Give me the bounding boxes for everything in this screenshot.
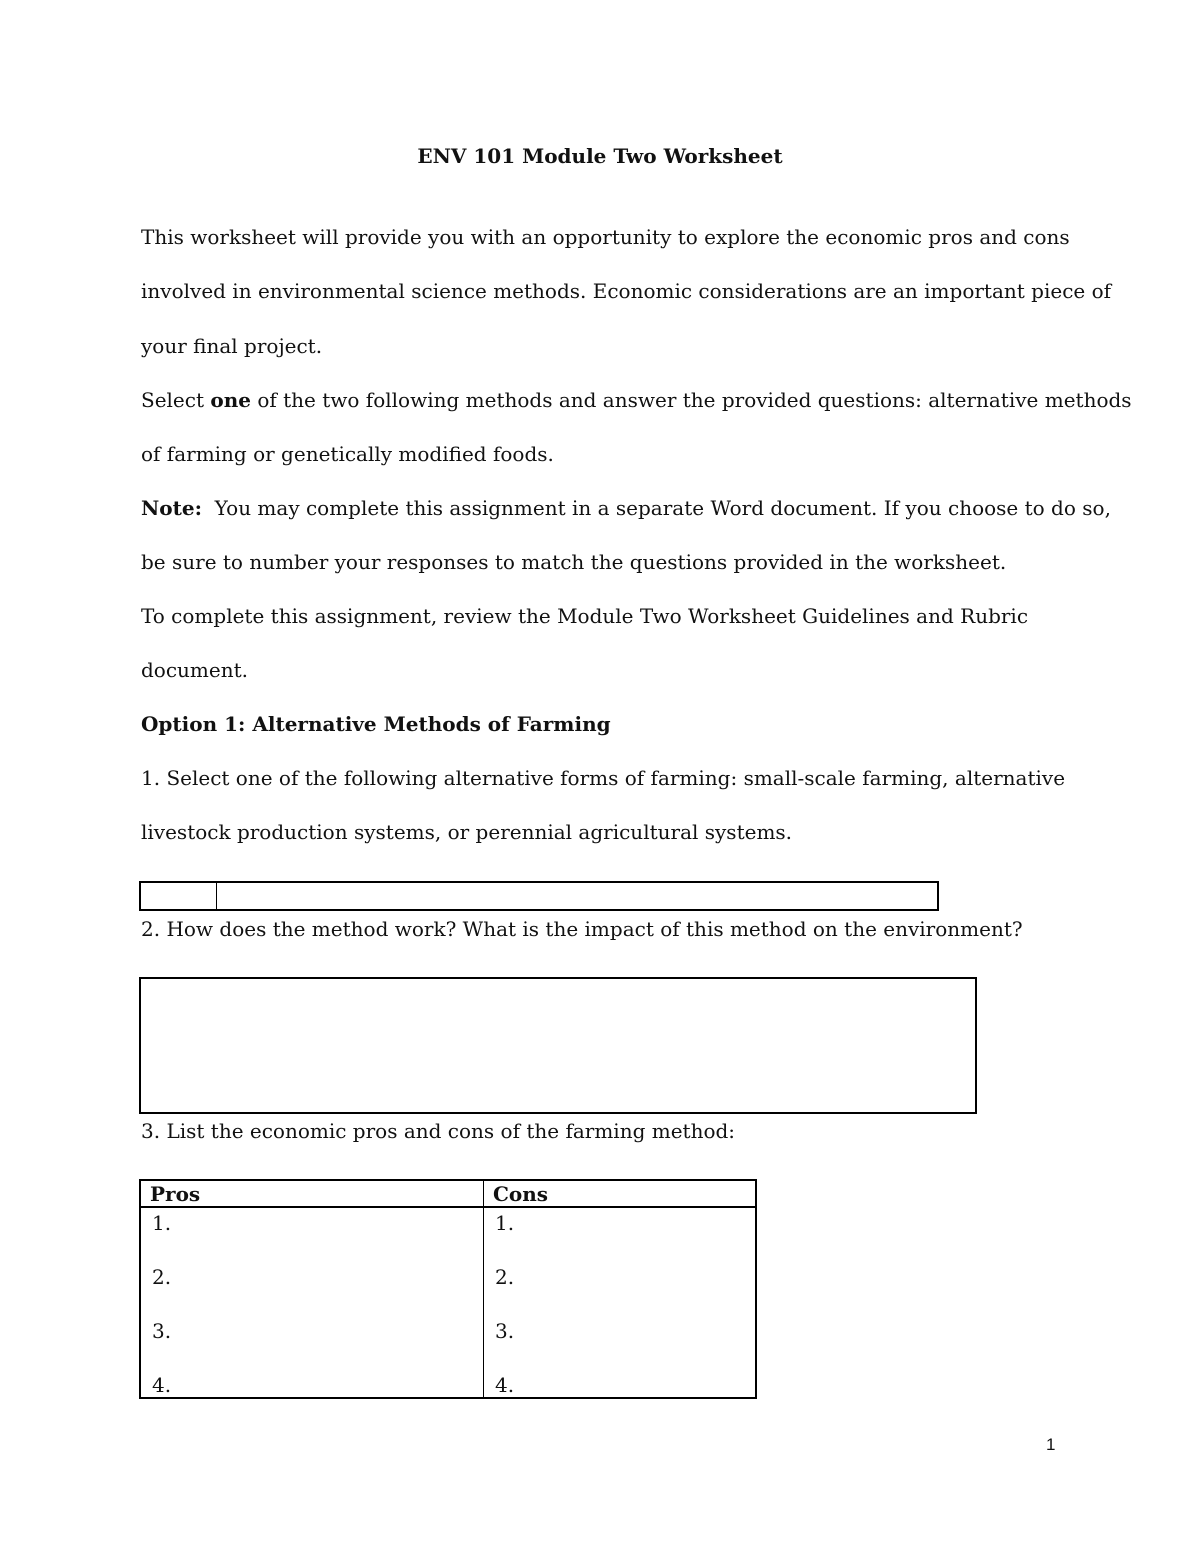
question-3: 3. List the economic pros and cons of the farming method:	[141, 1119, 736, 1143]
select-prefix: Select	[141, 388, 211, 412]
page-number: 1	[1046, 1435, 1056, 1454]
question-1-line-2: livestock production systems, or perennial agricultural systems.	[141, 820, 793, 844]
select-instruction	[141, 387, 1132, 413]
intro-line-1: This worksheet will provide you with an opportunity to explore the economic pros and cons	[141, 225, 1070, 249]
pros-cons-table	[139, 1179, 757, 1399]
question-1-answer-table[interactable]	[139, 881, 939, 911]
question-1-answer-cell[interactable]	[217, 883, 937, 909]
option-1-heading: Option 1: Alternative Methods of Farming	[141, 712, 611, 736]
pros-list[interactable]	[141, 1208, 483, 1398]
intro-line-3: your final project.	[141, 334, 323, 358]
cons-item[interactable]: 2.	[495, 1265, 515, 1289]
note-text: You may complete this assignment in a separate Word document. If you choose to do so,	[201, 496, 1111, 520]
question-1-line-1: 1. Select one of the following alternative forms of farming: small-scale farming, alternative	[141, 766, 1066, 790]
note-label: Note:	[141, 496, 202, 520]
cons-item[interactable]: 1.	[495, 1211, 515, 1235]
note-line-2: be sure to number your responses to match the questions provided in the worksheet.	[141, 550, 1007, 574]
cons-item[interactable]: 4.	[495, 1373, 515, 1397]
document-title: ENV 101 Module Two Worksheet	[417, 144, 783, 168]
cons-item[interactable]: 3.	[495, 1319, 515, 1343]
intro-line-2: involved in environmental science methods. Economic considerations are an important piece of	[141, 279, 1112, 303]
complete-line-1: To complete this assignment, review the Module Two Worksheet Guidelines and Rubric	[141, 604, 1029, 628]
pros-column	[141, 1181, 484, 1397]
pros-item[interactable]: 4.	[152, 1373, 172, 1397]
pros-item[interactable]: 1.	[152, 1211, 172, 1235]
complete-line-2: document.	[141, 658, 249, 682]
question-1-answer-cell-label[interactable]	[141, 883, 217, 909]
select-emphasis: one	[210, 388, 251, 412]
cons-column	[484, 1181, 755, 1397]
question-2-answer-box[interactable]	[139, 977, 977, 1114]
cons-header: Cons	[484, 1181, 755, 1208]
pros-item[interactable]: 2.	[152, 1265, 172, 1289]
cons-list[interactable]	[484, 1208, 755, 1398]
note-paragraph	[141, 495, 1111, 521]
pros-header: Pros	[141, 1181, 483, 1208]
question-2: 2. How does the method work? What is the impact of this method on the environment?	[141, 917, 1023, 941]
pros-item[interactable]: 3.	[152, 1319, 172, 1343]
select-rest: of the two following methods and answer the provided questions: alternative methods	[250, 388, 1132, 412]
select-instruction-line-2: of farming or genetically modified foods.	[141, 442, 554, 466]
